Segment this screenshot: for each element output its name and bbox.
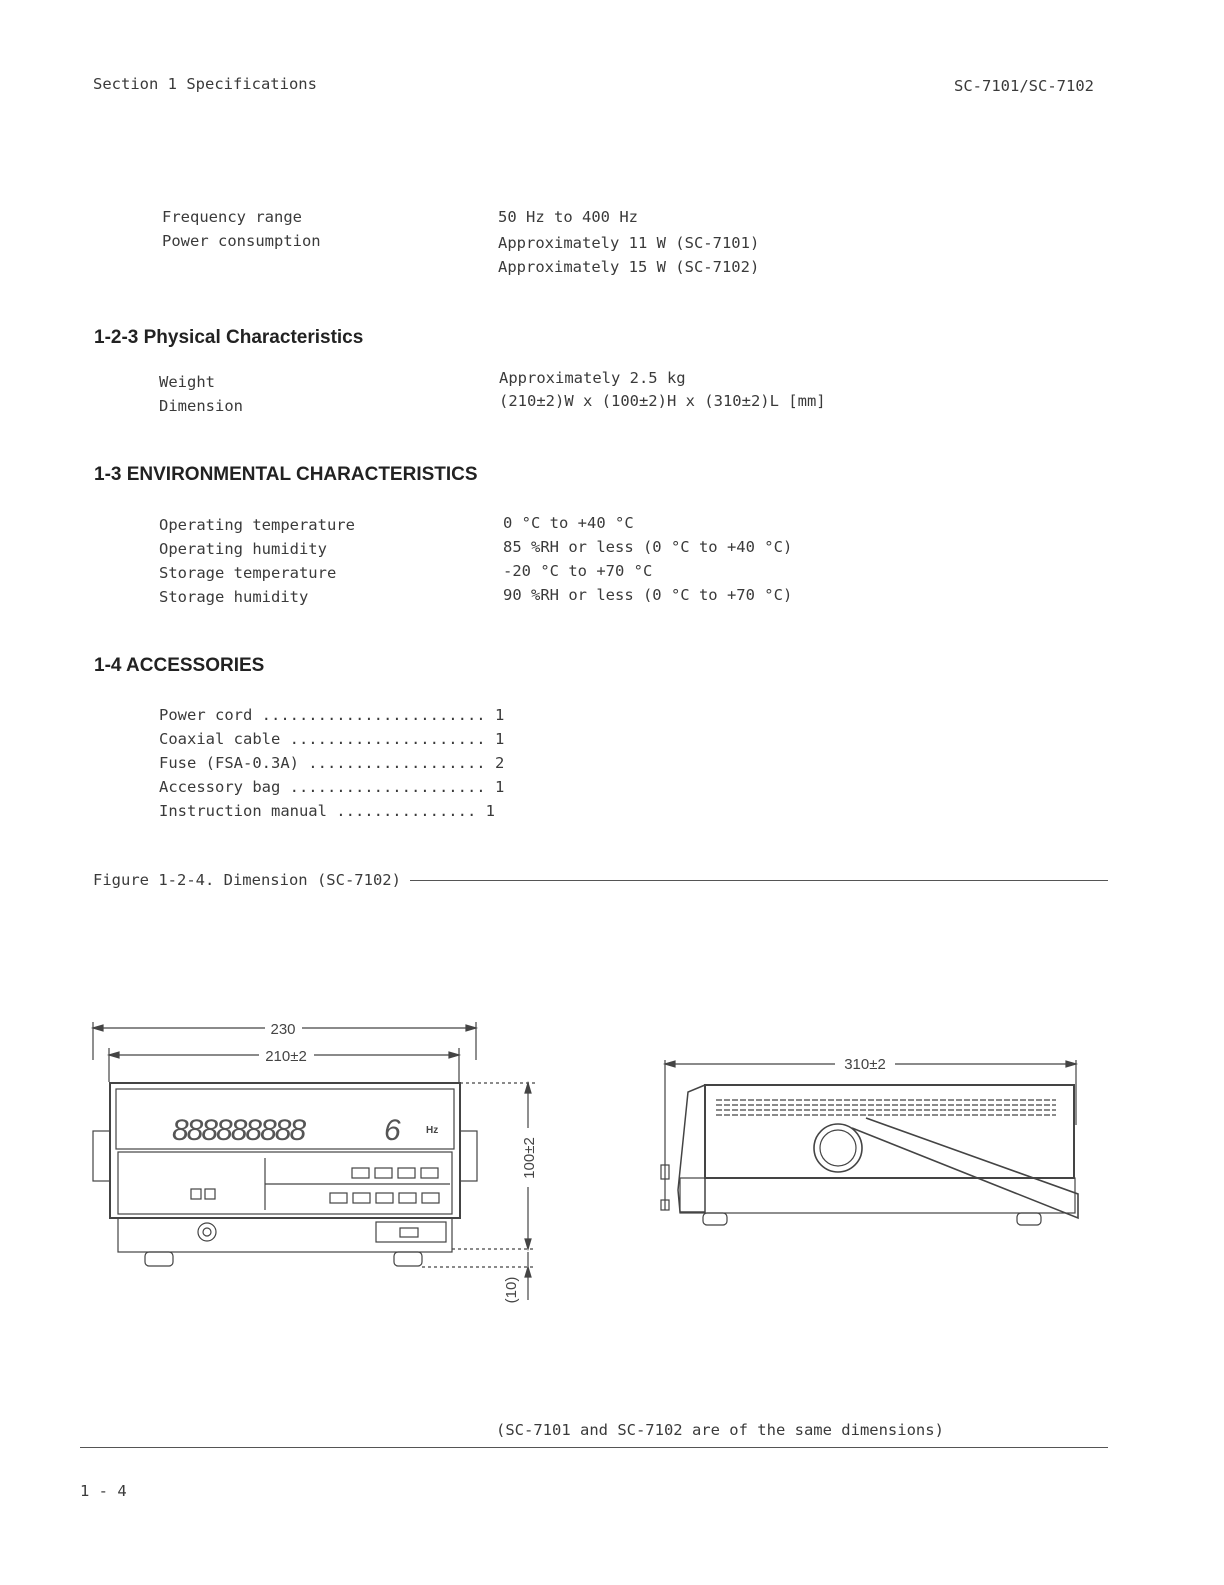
spec-label: Storage humidity xyxy=(159,588,309,606)
model-header: SC-7101/SC-7102 xyxy=(954,77,1094,95)
side-body xyxy=(705,1085,1074,1178)
foot xyxy=(1017,1213,1041,1225)
dim-arrow xyxy=(109,1052,119,1058)
side-front-bezel xyxy=(678,1085,705,1212)
figure-caption: Figure 1-2-4. Dimension (SC-7102) xyxy=(93,871,409,889)
side-handle xyxy=(93,1131,110,1181)
dim-arrow xyxy=(93,1025,103,1031)
foot xyxy=(703,1213,727,1225)
accessory-item: Coaxial cable ..................... 1 xyxy=(159,730,505,748)
side-base xyxy=(680,1178,1075,1213)
dim-arrow xyxy=(665,1061,675,1067)
accessory-item: Power cord ........................ 1 xyxy=(159,706,505,724)
handle-knob xyxy=(820,1130,856,1166)
dim-label-length: 310±2 xyxy=(844,1056,886,1073)
environmental-heading: 1-3 ENVIRONMENTAL CHARACTERISTICS xyxy=(94,464,478,485)
display-range: 6 xyxy=(384,1114,401,1147)
section-header: Section 1 Specifications xyxy=(93,75,317,93)
power-switch xyxy=(400,1228,418,1237)
spec-label: Weight xyxy=(159,373,215,391)
spec-value: Approximately 11 W (SC-7101) xyxy=(498,234,760,252)
display-unit: Hz xyxy=(426,1125,439,1136)
control-panel xyxy=(118,1152,452,1214)
dim-label-feet: (10) xyxy=(503,1276,520,1304)
button-shape xyxy=(376,1193,393,1203)
page-number: 1 - 4 xyxy=(80,1482,127,1500)
spec-value: 50 Hz to 400 Hz xyxy=(498,208,638,226)
caption-rule xyxy=(410,880,1108,881)
dim-arrow xyxy=(1066,1061,1076,1067)
dim-arrow xyxy=(466,1025,476,1031)
foot xyxy=(145,1252,173,1266)
dim-label-overall-width: 230 xyxy=(270,1021,296,1038)
accessory-item: Fuse (FSA-0.3A) ................... 2 xyxy=(159,754,505,772)
button-shape xyxy=(375,1168,392,1178)
bnc-connector xyxy=(203,1228,211,1236)
spec-value: (210±2)W x (100±2)H x (310±2)L [mm] xyxy=(499,392,826,410)
spec-label: Operating temperature xyxy=(159,516,355,534)
spec-value: Approximately 2.5 kg xyxy=(499,369,686,387)
spec-value: 85 %RH or less (0 °C to +40 °C) xyxy=(503,538,793,556)
power-switch-area xyxy=(376,1222,446,1242)
accessories-heading: 1-4 ACCESSORIES xyxy=(94,655,265,676)
button-shape xyxy=(330,1193,347,1203)
spec-label: Storage temperature xyxy=(159,564,337,582)
spec-value: 90 %RH or less (0 °C to +70 °C) xyxy=(503,586,793,604)
bnc-connector xyxy=(198,1223,216,1241)
front-base xyxy=(118,1218,452,1252)
button-shape xyxy=(205,1189,215,1199)
dim-label-height: 100±2 xyxy=(521,1137,538,1179)
dimension-drawing xyxy=(0,1000,1224,1330)
spec-value: 0 °C to +40 °C xyxy=(503,514,634,532)
foot xyxy=(394,1252,422,1266)
accessory-item: Instruction manual ............... 1 xyxy=(159,802,495,820)
spec-value: Approximately 15 W (SC-7102) xyxy=(498,258,760,276)
button-shape xyxy=(352,1168,369,1178)
front-body xyxy=(110,1083,460,1218)
spec-label: Power consumption xyxy=(162,232,321,250)
handle-arm xyxy=(852,1118,1078,1218)
spec-value: -20 °C to +70 °C xyxy=(503,562,653,580)
dim-arrow xyxy=(525,1083,531,1093)
footer-rule xyxy=(80,1447,1108,1448)
button-shape xyxy=(398,1168,415,1178)
display-digits: 888888888 xyxy=(172,1114,305,1147)
dim-arrow xyxy=(449,1052,459,1058)
figure-note: (SC-7101 and SC-7102 are of the same dimensions) xyxy=(496,1421,944,1439)
button-shape xyxy=(421,1168,438,1178)
button-shape xyxy=(191,1189,201,1199)
button-shape xyxy=(353,1193,370,1203)
handle-knob xyxy=(814,1124,862,1172)
accessory-item: Accessory bag ..................... 1 xyxy=(159,778,505,796)
dim-arrow xyxy=(525,1267,531,1277)
dim-arrow xyxy=(525,1239,531,1249)
spec-label: Frequency range xyxy=(162,208,302,226)
button-shape xyxy=(422,1193,439,1203)
button-shape xyxy=(399,1193,416,1203)
spec-label: Dimension xyxy=(159,397,243,415)
dim-label-panel-width: 210±2 xyxy=(265,1048,307,1065)
side-handle xyxy=(460,1131,477,1181)
spec-label: Operating humidity xyxy=(159,540,327,558)
physical-heading: 1-2-3 Physical Characteristics xyxy=(94,327,364,348)
